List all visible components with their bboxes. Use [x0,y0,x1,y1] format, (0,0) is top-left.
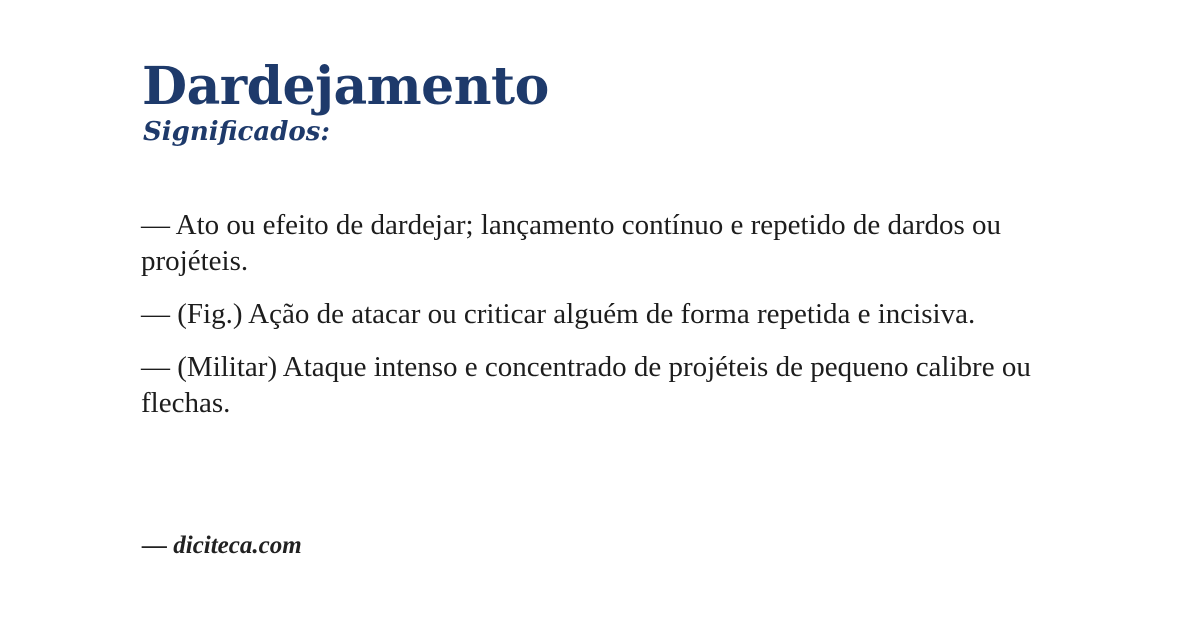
source-attribution: — diciteca.com [142,532,302,559]
card-header [142,58,549,147]
word-title: Dardejamento [142,56,549,117]
meanings-heading: Significados: [143,117,330,148]
definitions-list [141,207,1071,438]
definition-item-3: — (Militar) Ataque intenso e concentrado de projéteis de pequeno calibre ou flechas. [141,351,1031,419]
definition-item-2: — (Fig.) Ação de atacar ou criticar alguém de forma repetida e incisiva. [141,298,976,330]
definition-item-1: — Ato ou efeito de dardejar; lançamento contínuo e repetido de dardos ou projéteis. [141,209,1002,277]
card-footer [142,532,302,560]
